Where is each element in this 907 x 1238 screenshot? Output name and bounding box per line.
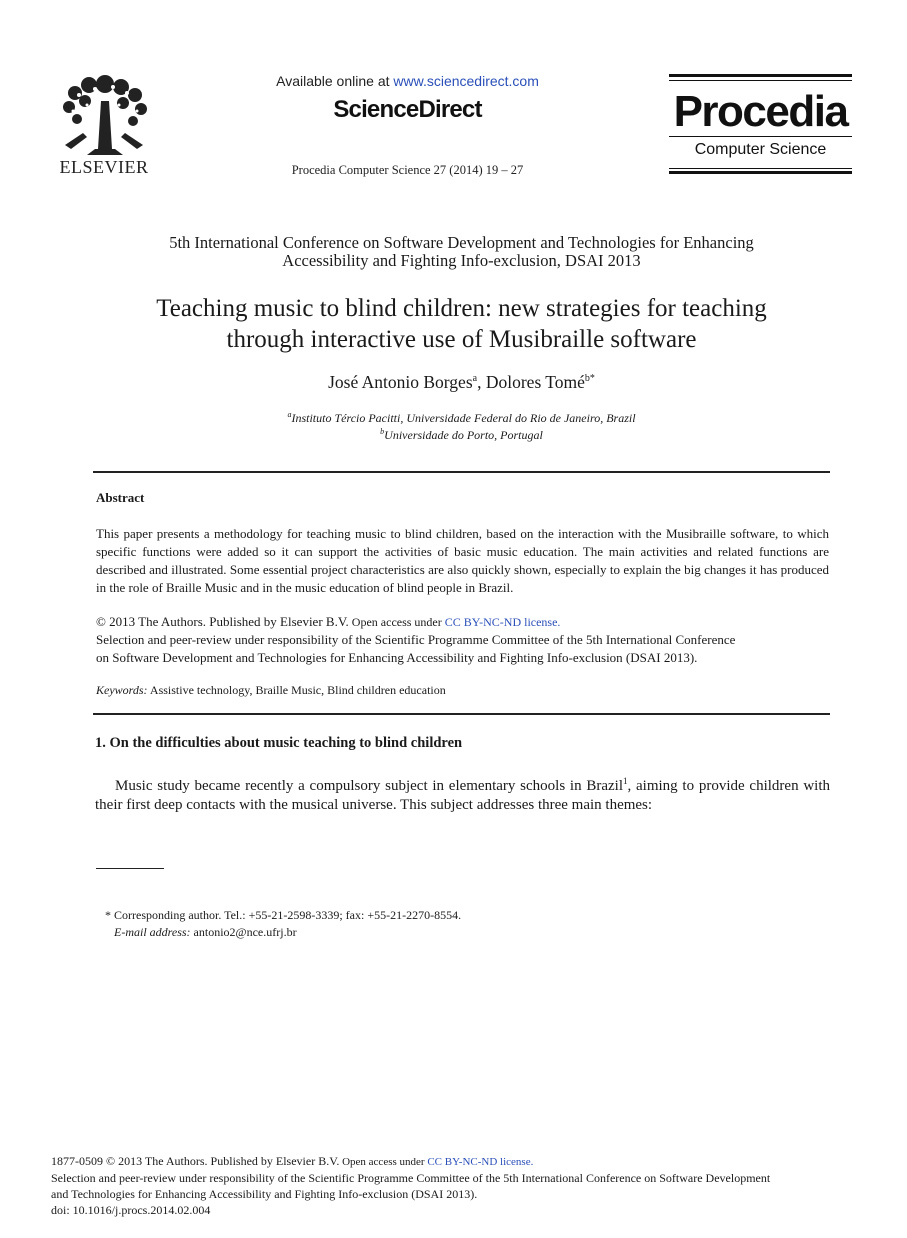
section-1-paragraph	[95, 772, 830, 815]
author-borges-affil-mark: a	[472, 373, 478, 385]
keywords-line	[96, 683, 446, 698]
issn-text: 1877-0509 © 2013 The Authors. Published by Elsevier B.V.	[51, 1154, 340, 1168]
section-1-heading: 1. On the difficulties about music teaching to blind children	[95, 735, 463, 751]
license-link[interactable]: CC BY-NC-ND license.	[444, 615, 561, 629]
author-tome: Dolores Tomé	[485, 372, 585, 392]
abstract-heading: Abstract	[96, 490, 145, 505]
bottom-open-access-text: Open access under	[339, 1156, 428, 1168]
procedia-logo	[669, 74, 852, 175]
procedia-bottom-thin-rule	[669, 168, 852, 169]
affiliation-b	[60, 427, 863, 443]
conference-name	[60, 234, 863, 270]
corresponding-author-note: * Corresponding author. Tel.: +55-21-2598-3339; fax: +55-21-2270-8554.	[105, 908, 462, 922]
affiliation-a-text: Instituto Tércio Pacitti, Universidade Federal do Rio de Janeiro, Brazil	[291, 411, 636, 425]
title-line-2: through interactive use of Musibraille software	[226, 326, 697, 353]
abstract-bottom-rule	[93, 713, 830, 715]
author-tome-affil-mark: b*	[584, 373, 595, 385]
affiliation-a-mark: a	[287, 410, 292, 419]
abstract-text: This paper presents a methodology for teaching music to blind children, based on the interaction with the Musibraille software, to which specific functions were added so it can support the activities of basic music education. The main activities and related functions are described and illustrated. Some essential project characteristics are also quickly shown, especially to explain the big changes it has produced in the role of Braille Music and in the music education of blind people in Brazil.	[96, 526, 829, 595]
abstract-top-rule	[93, 471, 830, 473]
footnote-mark: 1	[623, 776, 628, 786]
procedia-mid-rule	[669, 136, 852, 137]
review-line-1: Selection and peer-review under responsibility of the Scientific Programme Committee of the 5th International Conference	[96, 632, 736, 647]
procedia-top-thin-rule	[669, 80, 852, 81]
elsevier-wordmark: ELSEVIER	[59, 157, 149, 177]
copyright-block	[96, 613, 836, 667]
email-note	[114, 925, 297, 940]
bottom-review-line-2: and Technologies for Enhancing Accessibility and Fighting Info-exclusion (DSAI 2013).	[51, 1187, 478, 1201]
conference-line-2: Accessibility and Fighting Info-exclusion, DSAI 2013	[282, 251, 641, 270]
author-list	[60, 372, 863, 393]
affiliation-b-text: Universidade do Porto, Portugal	[384, 428, 543, 442]
title-line-1: Teaching music to blind children: new strategies for teaching	[156, 295, 767, 322]
affiliation-a	[60, 410, 863, 426]
available-online-line	[225, 73, 590, 89]
procedia-bottom-rule	[669, 171, 852, 174]
sciencedirect-link[interactable]: www.sciencedirect.com	[393, 73, 539, 89]
author-separator: ,	[477, 372, 486, 392]
email-label: E-mail address:	[114, 925, 191, 939]
author-borges: José Antonio Borges	[328, 372, 473, 392]
paragraph-text-1: Music study became recently a compulsory subject in elementary schools in Brazil	[115, 778, 623, 794]
open-access-text: Open access under	[348, 615, 445, 629]
bottom-license-link[interactable]: CC BY-NC-ND license.	[427, 1156, 534, 1168]
paper-title	[60, 293, 863, 355]
paragraph-text-2: , aiming to provide children with their first deep contacts with the musical universe. This subject addresses three main themes:	[95, 778, 830, 813]
bottom-review-line-1: Selection and peer-review under responsibility of the Scientific Programme Committee of the 5th International Conference on Software Development	[51, 1171, 771, 1185]
affiliation-b-mark: b	[380, 427, 385, 436]
available-online-label: Available online at	[276, 73, 394, 89]
copyright-line	[96, 613, 836, 631]
sciencedirect-logo: ScienceDirect	[333, 96, 482, 123]
keywords-text: Assistive technology, Braille Music, Blind children education	[147, 683, 446, 697]
journal-reference: Procedia Computer Science 27 (2014) 19 – 27	[291, 163, 524, 177]
review-line-2: on Software Development and Technologies for Enhancing Accessibility and Fighting Info-exclusion (DSAI 2013).	[96, 650, 698, 665]
email-address: antonio2@nce.ufrj.br	[190, 925, 297, 939]
footnote-rule	[96, 868, 164, 869]
conference-line-1: 5th International Conference on Software Development and Technologies for Enhancing	[169, 233, 754, 252]
copyright-text: © 2013 The Authors. Published by Elsevier B.V.	[96, 614, 349, 629]
doi-line: doi: 10.1016/j.procs.2014.02.004	[51, 1203, 211, 1217]
keywords-label: Keywords:	[96, 683, 148, 697]
procedia-top-rule	[669, 74, 852, 77]
issn-line	[51, 1153, 861, 1170]
procedia-logo-title: Procedia	[673, 87, 848, 136]
procedia-logo-subtitle: Computer Science	[694, 141, 827, 158]
